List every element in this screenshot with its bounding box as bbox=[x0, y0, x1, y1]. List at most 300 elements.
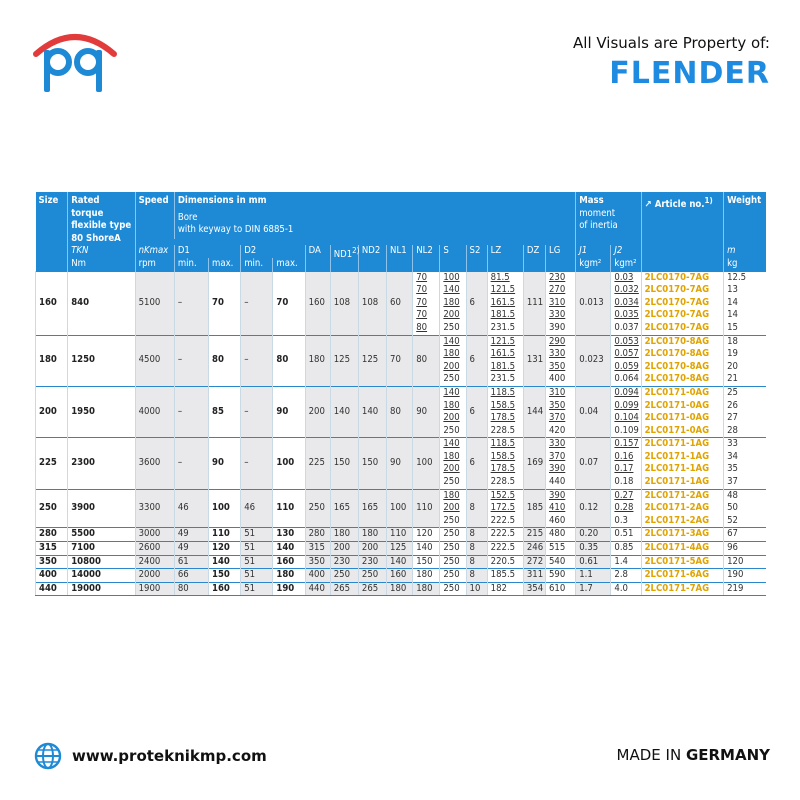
col-speed: Speed bbox=[135, 192, 174, 245]
col-weight: Weight bbox=[724, 192, 766, 245]
cell-d2-min: 51 bbox=[241, 542, 273, 556]
cell-speed: 3300 bbox=[135, 489, 174, 528]
cell-j2: 0.094 bbox=[611, 386, 641, 399]
col-s: S bbox=[440, 245, 466, 271]
cell-d1-max: 80 bbox=[209, 335, 241, 386]
inertia-label: of inertia bbox=[579, 220, 618, 232]
cell-torque: 5500 bbox=[68, 528, 135, 542]
cell-d2-max: 110 bbox=[273, 489, 305, 528]
company-logo bbox=[30, 26, 120, 98]
cell-j2: 0.03 bbox=[611, 271, 641, 284]
cell-nl2: 70 bbox=[413, 309, 440, 322]
cell-j2: 0.059 bbox=[611, 361, 641, 374]
cell-nl1: 70 bbox=[387, 335, 413, 386]
cell-j2: 0.037 bbox=[611, 322, 641, 335]
cell-s2: 6 bbox=[466, 335, 487, 386]
cell-s: 180 bbox=[440, 400, 466, 413]
brand-name: FLENDER bbox=[609, 56, 770, 91]
cell-j1: 0.61 bbox=[576, 555, 611, 569]
cell-j2: 0.27 bbox=[611, 489, 641, 502]
cell-s: 200 bbox=[440, 502, 466, 515]
cell-s: 250 bbox=[440, 555, 466, 569]
cell-s: 100 bbox=[440, 271, 466, 284]
cell-dz: 354 bbox=[523, 582, 545, 596]
cell-speed: 3600 bbox=[135, 438, 174, 489]
cell-weight: 50 bbox=[724, 502, 766, 515]
cell-nd1: 180 bbox=[330, 528, 358, 542]
cell-article: 2LC0171-5AG bbox=[641, 555, 724, 569]
cell-lg: 310 bbox=[545, 297, 575, 310]
cell-j2: 0.3 bbox=[611, 515, 641, 528]
cell-j2: 0.104 bbox=[611, 412, 641, 425]
size-unit-blank bbox=[36, 258, 68, 271]
cell-speed: 1900 bbox=[135, 582, 174, 596]
cell-d2-min: 51 bbox=[241, 555, 273, 569]
cell-s: 200 bbox=[440, 309, 466, 322]
cell-lz: 121.5 bbox=[487, 335, 523, 348]
cell-lg: 390 bbox=[545, 463, 575, 476]
cell-torque: 840 bbox=[68, 271, 135, 335]
table-header bbox=[36, 192, 767, 271]
cell-weight: 26 bbox=[724, 400, 766, 413]
cell-lz: 222.5 bbox=[487, 528, 523, 542]
globe-icon bbox=[34, 742, 62, 770]
cell-lg: 610 bbox=[545, 582, 575, 596]
cell-j2: 0.057 bbox=[611, 348, 641, 361]
cell-lg: 480 bbox=[545, 528, 575, 542]
cell-weight: 19 bbox=[724, 348, 766, 361]
cell-nd2: 140 bbox=[358, 386, 386, 437]
cell-dz: 311 bbox=[523, 569, 545, 583]
cell-lz: 161.5 bbox=[487, 297, 523, 310]
table-row bbox=[36, 542, 767, 556]
cell-j2: 0.17 bbox=[611, 463, 641, 476]
cell-nd2: 108 bbox=[358, 271, 386, 335]
cell-size: 160 bbox=[36, 271, 68, 335]
cell-lg: 350 bbox=[545, 361, 575, 374]
cell-lz: 121.5 bbox=[487, 284, 523, 297]
col-da: DA bbox=[305, 245, 330, 271]
cell-d2-max: 140 bbox=[273, 542, 305, 556]
cell-lz: 231.5 bbox=[487, 373, 523, 386]
col-rated-torque bbox=[68, 192, 135, 245]
cell-lz: 231.5 bbox=[487, 322, 523, 335]
cell-d1-max: 140 bbox=[209, 555, 241, 569]
cell-weight: 15 bbox=[724, 322, 766, 335]
cell-da: 440 bbox=[305, 582, 330, 596]
table-row bbox=[36, 489, 767, 502]
col-lz: LZ bbox=[487, 245, 523, 271]
cell-speed: 4000 bbox=[135, 386, 174, 437]
cell-article: 2LC0171-0AG bbox=[641, 425, 724, 438]
cell-size: 225 bbox=[36, 438, 68, 489]
cell-lg: 390 bbox=[545, 322, 575, 335]
cell-article: 2LC0171-3AG bbox=[641, 528, 724, 542]
cell-nl2: 180 bbox=[413, 582, 440, 596]
cell-s: 200 bbox=[440, 463, 466, 476]
col-d1: D1 bbox=[174, 245, 240, 258]
cell-speed: 5100 bbox=[135, 271, 174, 335]
cell-s: 140 bbox=[440, 438, 466, 451]
cell-lz: 81.5 bbox=[487, 271, 523, 284]
col-d2: D2 bbox=[241, 245, 305, 258]
article-unit-blank bbox=[641, 258, 724, 271]
cell-article: 2LC0171-4AG bbox=[641, 542, 724, 556]
cell-lg: 330 bbox=[545, 309, 575, 322]
article-footnote: 1) bbox=[704, 196, 713, 205]
cell-d1-min: 49 bbox=[174, 542, 208, 556]
logo-letters bbox=[44, 50, 102, 92]
cell-lz: 182 bbox=[487, 582, 523, 596]
col-s2: S2 bbox=[466, 245, 487, 271]
cell-nd1: 265 bbox=[330, 582, 358, 596]
cell-nl1: 160 bbox=[387, 569, 413, 583]
cell-nl2: 120 bbox=[413, 528, 440, 542]
cell-nd1: 150 bbox=[330, 438, 358, 489]
cell-nl2: 80 bbox=[413, 335, 440, 386]
cell-dz: 144 bbox=[523, 386, 545, 437]
cell-nl2: 180 bbox=[413, 569, 440, 583]
cell-torque: 2300 bbox=[68, 438, 135, 489]
cell-d1-max: 90 bbox=[209, 438, 241, 489]
cell-lz: 178.5 bbox=[487, 412, 523, 425]
cell-article: 2LC0170-7AG bbox=[641, 284, 724, 297]
cell-d2-max: 80 bbox=[273, 335, 305, 386]
cell-size: 315 bbox=[36, 542, 68, 556]
cell-weight: 12.5 bbox=[724, 271, 766, 284]
cell-d2-min: 51 bbox=[241, 569, 273, 583]
cell-lg: 310 bbox=[545, 386, 575, 399]
cell-size: 180 bbox=[36, 335, 68, 386]
cell-j2: 1.4 bbox=[611, 555, 641, 569]
cell-lz: 118.5 bbox=[487, 438, 523, 451]
cell-nd2: 125 bbox=[358, 335, 386, 386]
cell-weight: 14 bbox=[724, 297, 766, 310]
cell-s2: 6 bbox=[466, 386, 487, 437]
cell-lg: 230 bbox=[545, 271, 575, 284]
cell-speed: 3000 bbox=[135, 528, 174, 542]
cell-dz: 169 bbox=[523, 438, 545, 489]
d2-max: max. bbox=[273, 258, 305, 271]
cell-article: 2LC0171-7AG bbox=[641, 582, 724, 596]
cell-nd1: 230 bbox=[330, 555, 358, 569]
cell-lz: 222.5 bbox=[487, 542, 523, 556]
cell-size: 200 bbox=[36, 386, 68, 437]
cell-torque: 1950 bbox=[68, 386, 135, 437]
cell-nd1: 140 bbox=[330, 386, 358, 437]
cell-article: 2LC0170-8AG bbox=[641, 335, 724, 348]
col-mass-moment bbox=[576, 192, 641, 245]
cell-article: 2LC0171-2AG bbox=[641, 502, 724, 515]
cell-nl1: 100 bbox=[387, 489, 413, 528]
size-blank bbox=[36, 245, 68, 258]
cell-article: 2LC0170-8AG bbox=[641, 361, 724, 374]
cell-da: 280 bbox=[305, 528, 330, 542]
cell-j2: 0.064 bbox=[611, 373, 641, 386]
rated-label: Rated bbox=[71, 195, 100, 206]
cell-nl2: 90 bbox=[413, 386, 440, 437]
table-row bbox=[36, 555, 767, 569]
cell-lz: 181.5 bbox=[487, 361, 523, 374]
j2-symbol: J2 bbox=[611, 245, 641, 258]
cell-lz: 220.5 bbox=[487, 555, 523, 569]
cell-article: 2LC0170-8AG bbox=[641, 348, 724, 361]
cell-torque: 10800 bbox=[68, 555, 135, 569]
table-row bbox=[36, 271, 767, 284]
cell-nd2: 230 bbox=[358, 555, 386, 569]
cell-j1: 0.07 bbox=[576, 438, 611, 489]
cell-article: 2LC0170-7AG bbox=[641, 322, 724, 335]
cell-weight: 20 bbox=[724, 361, 766, 374]
cell-s: 250 bbox=[440, 322, 466, 335]
cell-d1-min: 49 bbox=[174, 528, 208, 542]
cell-lz: 158.5 bbox=[487, 451, 523, 464]
col-nl1: NL1 bbox=[387, 245, 413, 271]
cell-nd2: 250 bbox=[358, 569, 386, 583]
cell-nd2: 265 bbox=[358, 582, 386, 596]
cell-j1: 0.20 bbox=[576, 528, 611, 542]
bore-label: Bore bbox=[177, 211, 198, 223]
cell-j1: 0.023 bbox=[576, 335, 611, 386]
cell-lz: 185.5 bbox=[487, 569, 523, 583]
col-nd1: ND1$^{2)}$ bbox=[330, 245, 358, 271]
cell-j2: 0.157 bbox=[611, 438, 641, 451]
website-link[interactable]: www.proteknikmp.com bbox=[72, 747, 267, 765]
cell-article: 2LC0171-6AG bbox=[641, 569, 724, 583]
cell-lg: 420 bbox=[545, 425, 575, 438]
cell-lg: 370 bbox=[545, 412, 575, 425]
cell-j2: 0.18 bbox=[611, 476, 641, 489]
cell-d1-max: 70 bbox=[209, 271, 241, 335]
cell-d1-min: – bbox=[174, 335, 208, 386]
cell-d2-min: 46 bbox=[241, 489, 273, 528]
cell-nl2: 140 bbox=[413, 542, 440, 556]
cell-d1-min: 61 bbox=[174, 555, 208, 569]
cell-weight: 28 bbox=[724, 425, 766, 438]
cell-j1: 1.1 bbox=[576, 569, 611, 583]
cell-weight: 67 bbox=[724, 528, 766, 542]
cell-article: 2LC0171-2AG bbox=[641, 489, 724, 502]
cell-lg: 460 bbox=[545, 515, 575, 528]
cell-weight: 35 bbox=[724, 463, 766, 476]
cell-lg: 390 bbox=[545, 489, 575, 502]
cell-s: 200 bbox=[440, 361, 466, 374]
cell-j1: 0.04 bbox=[576, 386, 611, 437]
cell-weight: 25 bbox=[724, 386, 766, 399]
cell-torque: 7100 bbox=[68, 542, 135, 556]
m-symbol: m bbox=[724, 245, 766, 258]
cell-d2-min: – bbox=[241, 271, 273, 335]
cell-nl2: 100 bbox=[413, 438, 440, 489]
cell-lg: 540 bbox=[545, 555, 575, 569]
cell-d1-max: 160 bbox=[209, 582, 241, 596]
cell-da: 180 bbox=[305, 335, 330, 386]
property-line: All Visuals are Property of: bbox=[573, 34, 770, 52]
cell-s: 140 bbox=[440, 335, 466, 348]
col-dz: DZ bbox=[523, 245, 545, 271]
cell-s2: 8 bbox=[466, 555, 487, 569]
cell-dz: 215 bbox=[523, 528, 545, 542]
cell-d2-max: 100 bbox=[273, 438, 305, 489]
cell-article: 2LC0170-7AG bbox=[641, 309, 724, 322]
cell-j2: 0.51 bbox=[611, 528, 641, 542]
cell-j2: 0.032 bbox=[611, 284, 641, 297]
keyway-label: with keyway to DIN 6885-1 bbox=[177, 224, 294, 236]
footer-website bbox=[34, 742, 267, 770]
cell-s2: 8 bbox=[466, 489, 487, 528]
article-blank bbox=[641, 245, 724, 258]
cell-j2: 2.8 bbox=[611, 569, 641, 583]
cell-s: 250 bbox=[440, 542, 466, 556]
cell-torque: 3900 bbox=[68, 489, 135, 528]
cell-d2-max: 70 bbox=[273, 271, 305, 335]
cell-nl2: 110 bbox=[413, 489, 440, 528]
cell-weight: 18 bbox=[724, 335, 766, 348]
cell-d1-max: 100 bbox=[209, 489, 241, 528]
cell-nl2: 150 bbox=[413, 555, 440, 569]
cell-lz: 222.5 bbox=[487, 515, 523, 528]
cell-lg: 440 bbox=[545, 476, 575, 489]
torque-label: torque bbox=[71, 207, 104, 219]
cell-s: 250 bbox=[440, 476, 466, 489]
cell-d2-max: 90 bbox=[273, 386, 305, 437]
d1-min: min. bbox=[174, 258, 208, 271]
cell-s2: 6 bbox=[466, 438, 487, 489]
cell-s: 250 bbox=[440, 425, 466, 438]
nkmax-symbol: nKmax bbox=[135, 245, 174, 258]
cell-j1: 1.7 bbox=[576, 582, 611, 596]
cell-j2: 0.28 bbox=[611, 502, 641, 515]
cell-lz: 152.5 bbox=[487, 489, 523, 502]
col-size: Size bbox=[36, 192, 68, 245]
cell-j2: 4.0 bbox=[611, 582, 641, 596]
cell-nl1: 80 bbox=[387, 386, 413, 437]
cell-nd1: 108 bbox=[330, 271, 358, 335]
cell-lg: 330 bbox=[545, 438, 575, 451]
cell-weight: 52 bbox=[724, 515, 766, 528]
cell-weight: 120 bbox=[724, 555, 766, 569]
cell-dz: 272 bbox=[523, 555, 545, 569]
cell-lg: 400 bbox=[545, 373, 575, 386]
col-nd2: ND2 bbox=[358, 245, 386, 271]
cell-s: 140 bbox=[440, 386, 466, 399]
cell-nd2: 150 bbox=[358, 438, 386, 489]
property-notice bbox=[573, 34, 770, 91]
cell-size: 400 bbox=[36, 569, 68, 583]
table-row bbox=[36, 528, 767, 542]
col-dimensions bbox=[174, 192, 575, 239]
cell-size: 250 bbox=[36, 489, 68, 528]
cell-dz: 111 bbox=[523, 271, 545, 335]
cell-weight: 96 bbox=[724, 542, 766, 556]
cell-j1: 0.013 bbox=[576, 271, 611, 335]
cell-nl1: 110 bbox=[387, 528, 413, 542]
cell-torque: 14000 bbox=[68, 569, 135, 583]
cell-nl1: 90 bbox=[387, 438, 413, 489]
cell-j1: 0.35 bbox=[576, 542, 611, 556]
cell-j2: 0.85 bbox=[611, 542, 641, 556]
cell-d2-max: 190 bbox=[273, 582, 305, 596]
cell-article: 2LC0171-0AG bbox=[641, 412, 724, 425]
cell-d1-max: 150 bbox=[209, 569, 241, 583]
cell-lz: 228.5 bbox=[487, 476, 523, 489]
article-label: ↗ Article no. bbox=[644, 199, 705, 211]
unit-kg: kg bbox=[724, 258, 766, 271]
cell-article: 2LC0170-7AG bbox=[641, 271, 724, 284]
d2-min: min. bbox=[241, 258, 273, 271]
cell-article: 2LC0171-1AG bbox=[641, 438, 724, 451]
cell-weight: 27 bbox=[724, 412, 766, 425]
cell-size: 440 bbox=[36, 582, 68, 596]
table-row bbox=[36, 582, 767, 596]
table-row bbox=[36, 569, 767, 583]
cell-s: 180 bbox=[440, 451, 466, 464]
cell-article: 2LC0171-1AG bbox=[641, 451, 724, 464]
cell-s: 250 bbox=[440, 528, 466, 542]
cell-size: 350 bbox=[36, 555, 68, 569]
cell-nl2: 70 bbox=[413, 297, 440, 310]
cell-dz: 185 bbox=[523, 489, 545, 528]
cell-j1: 0.12 bbox=[576, 489, 611, 528]
cell-d2-max: 130 bbox=[273, 528, 305, 542]
cell-j2: 0.099 bbox=[611, 400, 641, 413]
dimensions-label: Dimensions in mm bbox=[177, 195, 267, 206]
cell-d1-min: – bbox=[174, 386, 208, 437]
made-in-label: MADE IN GERMANY bbox=[616, 746, 770, 764]
cell-d2-min: – bbox=[241, 438, 273, 489]
cell-nd2: 180 bbox=[358, 528, 386, 542]
table-row bbox=[36, 438, 767, 451]
cell-weight: 21 bbox=[724, 373, 766, 386]
cell-lg: 515 bbox=[545, 542, 575, 556]
cell-lg: 270 bbox=[545, 284, 575, 297]
cell-nd1: 200 bbox=[330, 542, 358, 556]
mass-label: Mass bbox=[579, 195, 604, 206]
cell-torque: 1250 bbox=[68, 335, 135, 386]
cell-d2-max: 160 bbox=[273, 555, 305, 569]
cell-nd2: 165 bbox=[358, 489, 386, 528]
table-row bbox=[36, 386, 767, 399]
cell-da: 400 bbox=[305, 569, 330, 583]
cell-d1-min: 46 bbox=[174, 489, 208, 528]
col-article bbox=[641, 192, 724, 245]
cell-j2: 0.109 bbox=[611, 425, 641, 438]
j1-symbol: J1 bbox=[576, 245, 611, 258]
cell-d2-min: 51 bbox=[241, 528, 273, 542]
cell-s: 180 bbox=[440, 348, 466, 361]
cell-lz: 161.5 bbox=[487, 348, 523, 361]
cell-lg: 290 bbox=[545, 335, 575, 348]
cell-s2: 8 bbox=[466, 569, 487, 583]
cell-nl2: 70 bbox=[413, 284, 440, 297]
cell-da: 160 bbox=[305, 271, 330, 335]
cell-weight: 34 bbox=[724, 451, 766, 464]
cell-lg: 330 bbox=[545, 348, 575, 361]
cell-d2-min: – bbox=[241, 335, 273, 386]
cell-s2: 8 bbox=[466, 542, 487, 556]
cell-nd1: 165 bbox=[330, 489, 358, 528]
coupling-spec-table bbox=[35, 192, 766, 596]
cell-weight: 14 bbox=[724, 309, 766, 322]
cell-nl1: 180 bbox=[387, 582, 413, 596]
cell-weight: 33 bbox=[724, 438, 766, 451]
unit-rpm: rpm bbox=[135, 258, 174, 271]
cell-lz: 172.5 bbox=[487, 502, 523, 515]
cell-article: 2LC0171-0AG bbox=[641, 400, 724, 413]
cell-d1-max: 120 bbox=[209, 542, 241, 556]
cell-j2: 0.16 bbox=[611, 451, 641, 464]
cell-weight: 48 bbox=[724, 489, 766, 502]
